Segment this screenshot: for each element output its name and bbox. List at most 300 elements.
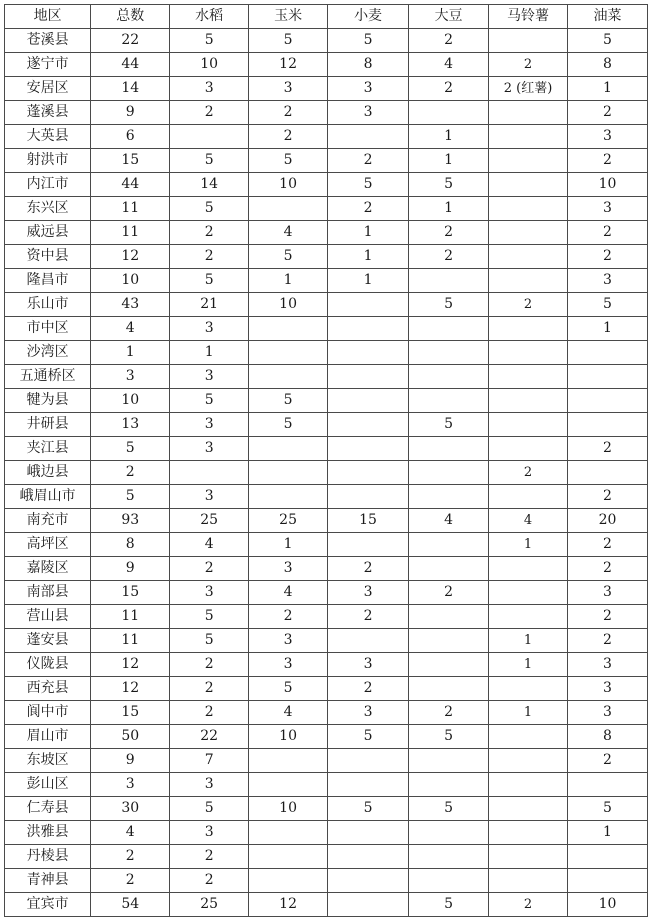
cell-rice: 14 — [170, 173, 249, 197]
cell-region: 洪雅县 — [5, 821, 91, 845]
table-row — [5, 533, 648, 557]
cell-soybean — [409, 341, 489, 365]
cell-wheat — [328, 317, 409, 341]
cell-soybean — [409, 629, 489, 653]
table-row — [5, 509, 648, 533]
table-row — [5, 797, 648, 821]
cell-wheat: 2 — [328, 557, 409, 581]
cell-corn — [249, 317, 328, 341]
cell-corn: 12 — [249, 893, 328, 917]
cell-wheat: 5 — [328, 725, 409, 749]
cell-potato — [489, 749, 568, 773]
cell-total: 50 — [91, 725, 170, 749]
table-row — [5, 845, 648, 869]
cell-region: 东坡区 — [5, 749, 91, 773]
cell-region: 安居区 — [5, 77, 91, 101]
cell-rice: 2 — [170, 845, 249, 869]
cell-rice: 2 — [170, 677, 249, 701]
table-row — [5, 413, 648, 437]
cell-rapeseed: 2 — [567, 437, 647, 461]
cell-region: 沙湾区 — [5, 341, 91, 365]
cell-region: 遂宁市 — [5, 53, 91, 77]
cell-wheat: 3 — [328, 701, 409, 725]
cell-wheat — [328, 485, 409, 509]
cell-soybean — [409, 365, 489, 389]
header-potato: 马铃薯 — [489, 5, 568, 29]
cell-wheat — [328, 893, 409, 917]
cell-corn: 5 — [249, 149, 328, 173]
cell-potato — [489, 125, 568, 149]
cell-soybean: 5 — [409, 893, 489, 917]
cell-corn: 10 — [249, 293, 328, 317]
table-row — [5, 749, 648, 773]
header-corn: 玉米 — [249, 5, 328, 29]
cell-rapeseed: 1 — [567, 77, 647, 101]
cell-rice: 5 — [170, 629, 249, 653]
cell-potato — [489, 29, 568, 53]
cell-region: 蓬溪县 — [5, 101, 91, 125]
cell-corn — [249, 749, 328, 773]
cell-total: 93 — [91, 509, 170, 533]
cell-potato — [489, 341, 568, 365]
cell-rice: 3 — [170, 821, 249, 845]
cell-rapeseed: 2 — [567, 605, 647, 629]
cell-potato: 2 (红薯) — [489, 77, 568, 101]
cell-potato — [489, 245, 568, 269]
table-row — [5, 245, 648, 269]
cell-soybean — [409, 677, 489, 701]
cell-region: 眉山市 — [5, 725, 91, 749]
cell-rapeseed — [567, 845, 647, 869]
cell-rice: 3 — [170, 413, 249, 437]
cell-corn: 10 — [249, 797, 328, 821]
cell-rapeseed: 3 — [567, 581, 647, 605]
cell-soybean: 4 — [409, 53, 489, 77]
cell-rapeseed: 8 — [567, 53, 647, 77]
cell-rice: 3 — [170, 773, 249, 797]
cell-wheat: 1 — [328, 269, 409, 293]
cell-soybean: 2 — [409, 29, 489, 53]
cell-rice: 2 — [170, 245, 249, 269]
cell-region: 峨眉山市 — [5, 485, 91, 509]
cell-potato — [489, 149, 568, 173]
cell-total: 1 — [91, 341, 170, 365]
cell-corn — [249, 341, 328, 365]
cell-rice: 3 — [170, 485, 249, 509]
cell-corn: 5 — [249, 245, 328, 269]
cell-rice — [170, 461, 249, 485]
cell-soybean: 1 — [409, 149, 489, 173]
cell-potato — [489, 437, 568, 461]
cell-corn: 2 — [249, 101, 328, 125]
cell-rice: 3 — [170, 77, 249, 101]
cell-total: 5 — [91, 437, 170, 461]
cell-corn: 4 — [249, 221, 328, 245]
cell-soybean — [409, 101, 489, 125]
cell-region: 东兴区 — [5, 197, 91, 221]
cell-wheat: 2 — [328, 149, 409, 173]
cell-total: 54 — [91, 893, 170, 917]
cell-soybean — [409, 269, 489, 293]
cell-soybean: 5 — [409, 797, 489, 821]
cell-wheat — [328, 437, 409, 461]
table-row — [5, 701, 648, 725]
cell-rapeseed: 2 — [567, 533, 647, 557]
cell-potato — [489, 845, 568, 869]
cell-soybean: 2 — [409, 221, 489, 245]
cell-total: 13 — [91, 413, 170, 437]
cell-rapeseed — [567, 773, 647, 797]
cell-potato — [489, 797, 568, 821]
cell-rice: 5 — [170, 797, 249, 821]
cell-rapeseed: 3 — [567, 125, 647, 149]
cell-region: 五通桥区 — [5, 365, 91, 389]
cell-wheat — [328, 461, 409, 485]
cell-soybean — [409, 845, 489, 869]
cell-rapeseed — [567, 413, 647, 437]
cell-region: 仁寿县 — [5, 797, 91, 821]
cell-corn — [249, 773, 328, 797]
cell-potato — [489, 389, 568, 413]
cell-rice: 10 — [170, 53, 249, 77]
cell-rapeseed: 3 — [567, 677, 647, 701]
table-row — [5, 821, 648, 845]
cell-total: 11 — [91, 197, 170, 221]
cell-wheat — [328, 341, 409, 365]
cell-total: 6 — [91, 125, 170, 149]
table-row — [5, 77, 648, 101]
cell-total: 2 — [91, 461, 170, 485]
cell-rapeseed: 1 — [567, 821, 647, 845]
cell-corn: 5 — [249, 677, 328, 701]
cell-rapeseed — [567, 461, 647, 485]
cell-corn: 1 — [249, 533, 328, 557]
cell-soybean: 1 — [409, 197, 489, 221]
cell-region: 市中区 — [5, 317, 91, 341]
cell-rice: 25 — [170, 893, 249, 917]
cell-rice: 2 — [170, 221, 249, 245]
cell-soybean: 5 — [409, 173, 489, 197]
table-header — [5, 5, 648, 29]
table-row — [5, 197, 648, 221]
cell-corn: 2 — [249, 605, 328, 629]
header-row — [5, 5, 648, 29]
cell-rice: 3 — [170, 365, 249, 389]
table-row — [5, 149, 648, 173]
cell-corn: 2 — [249, 125, 328, 149]
cell-region: 资中县 — [5, 245, 91, 269]
cell-rice: 22 — [170, 725, 249, 749]
cell-rice: 5 — [170, 29, 249, 53]
cell-total: 11 — [91, 629, 170, 653]
cell-rice: 4 — [170, 533, 249, 557]
cell-total: 9 — [91, 749, 170, 773]
table-row — [5, 869, 648, 893]
cell-potato: 2 — [489, 893, 568, 917]
cell-rice: 5 — [170, 149, 249, 173]
cell-total: 30 — [91, 797, 170, 821]
cell-wheat: 1 — [328, 245, 409, 269]
table-row — [5, 317, 648, 341]
cell-corn: 3 — [249, 77, 328, 101]
cell-wheat — [328, 821, 409, 845]
cell-potato — [489, 773, 568, 797]
cell-potato — [489, 221, 568, 245]
cell-potato — [489, 365, 568, 389]
cell-region: 犍为县 — [5, 389, 91, 413]
cell-potato — [489, 821, 568, 845]
cell-wheat: 3 — [328, 653, 409, 677]
cell-region: 夹江县 — [5, 437, 91, 461]
cell-potato — [489, 677, 568, 701]
cell-region: 峨边县 — [5, 461, 91, 485]
cell-rapeseed: 5 — [567, 29, 647, 53]
cell-soybean — [409, 533, 489, 557]
cell-total: 22 — [91, 29, 170, 53]
cell-total: 9 — [91, 557, 170, 581]
cell-region: 阆中市 — [5, 701, 91, 725]
cell-rapeseed: 2 — [567, 749, 647, 773]
cell-soybean — [409, 485, 489, 509]
cell-potato: 2 — [489, 461, 568, 485]
cell-wheat — [328, 773, 409, 797]
cell-wheat: 5 — [328, 797, 409, 821]
cell-potato — [489, 269, 568, 293]
cell-potato — [489, 581, 568, 605]
cell-wheat: 5 — [328, 29, 409, 53]
cell-corn — [249, 365, 328, 389]
table-row — [5, 173, 648, 197]
cell-total: 14 — [91, 77, 170, 101]
cell-corn: 3 — [249, 557, 328, 581]
cell-soybean — [409, 605, 489, 629]
cell-rice: 2 — [170, 101, 249, 125]
cell-corn — [249, 437, 328, 461]
cell-rapeseed: 2 — [567, 245, 647, 269]
table-row — [5, 365, 648, 389]
cell-region: 青神县 — [5, 869, 91, 893]
table-row — [5, 629, 648, 653]
table-row — [5, 293, 648, 317]
cell-potato — [489, 725, 568, 749]
cell-total: 10 — [91, 269, 170, 293]
cell-soybean: 2 — [409, 581, 489, 605]
cell-rice: 3 — [170, 437, 249, 461]
cell-rice — [170, 125, 249, 149]
header-soybean: 大豆 — [409, 5, 489, 29]
cell-potato — [489, 557, 568, 581]
table-row — [5, 341, 648, 365]
cell-rapeseed: 5 — [567, 797, 647, 821]
cell-soybean — [409, 317, 489, 341]
cell-potato — [489, 197, 568, 221]
cell-wheat: 3 — [328, 581, 409, 605]
cell-potato — [489, 413, 568, 437]
cell-rapeseed: 5 — [567, 293, 647, 317]
cell-total: 12 — [91, 245, 170, 269]
cell-region: 西充县 — [5, 677, 91, 701]
cell-potato: 2 — [489, 293, 568, 317]
cell-corn — [249, 869, 328, 893]
cell-region: 蓬安县 — [5, 629, 91, 653]
cell-region: 苍溪县 — [5, 29, 91, 53]
cell-wheat: 1 — [328, 221, 409, 245]
cell-corn — [249, 821, 328, 845]
cell-soybean — [409, 557, 489, 581]
table-row — [5, 653, 648, 677]
cell-total: 9 — [91, 101, 170, 125]
table-row — [5, 581, 648, 605]
cell-corn: 5 — [249, 389, 328, 413]
cell-total: 12 — [91, 677, 170, 701]
cell-corn: 12 — [249, 53, 328, 77]
cell-rice: 7 — [170, 749, 249, 773]
header-region: 地区 — [5, 5, 91, 29]
cell-total: 43 — [91, 293, 170, 317]
header-rice: 水稻 — [170, 5, 249, 29]
table-row — [5, 53, 648, 77]
cell-wheat: 8 — [328, 53, 409, 77]
cell-potato: 2 — [489, 53, 568, 77]
table-row — [5, 221, 648, 245]
cell-region: 内江市 — [5, 173, 91, 197]
cell-wheat — [328, 125, 409, 149]
cell-total: 4 — [91, 821, 170, 845]
cell-total: 12 — [91, 653, 170, 677]
cell-soybean — [409, 773, 489, 797]
cell-corn — [249, 197, 328, 221]
cell-soybean: 2 — [409, 701, 489, 725]
cell-region: 南部县 — [5, 581, 91, 605]
cell-rapeseed: 2 — [567, 149, 647, 173]
cell-region: 威远县 — [5, 221, 91, 245]
cell-region: 宜宾市 — [5, 893, 91, 917]
cell-soybean: 4 — [409, 509, 489, 533]
cell-rapeseed: 10 — [567, 893, 647, 917]
cell-wheat: 3 — [328, 101, 409, 125]
cell-soybean: 5 — [409, 293, 489, 317]
cell-soybean: 1 — [409, 125, 489, 149]
cell-corn: 4 — [249, 701, 328, 725]
cell-rapeseed: 3 — [567, 197, 647, 221]
cell-region: 隆昌市 — [5, 269, 91, 293]
crop-statistics-table — [4, 4, 648, 917]
table-row — [5, 485, 648, 509]
cell-total: 2 — [91, 869, 170, 893]
cell-total: 15 — [91, 701, 170, 725]
cell-wheat — [328, 533, 409, 557]
cell-wheat: 2 — [328, 197, 409, 221]
cell-rapeseed: 2 — [567, 557, 647, 581]
cell-total: 3 — [91, 773, 170, 797]
cell-soybean: 2 — [409, 245, 489, 269]
cell-region: 营山县 — [5, 605, 91, 629]
table-row — [5, 269, 648, 293]
cell-rapeseed: 3 — [567, 269, 647, 293]
cell-rapeseed: 3 — [567, 701, 647, 725]
cell-corn: 10 — [249, 725, 328, 749]
cell-total: 3 — [91, 365, 170, 389]
cell-rice: 3 — [170, 317, 249, 341]
cell-potato: 1 — [489, 533, 568, 557]
cell-rice: 5 — [170, 197, 249, 221]
cell-total: 5 — [91, 485, 170, 509]
cell-region: 南充市 — [5, 509, 91, 533]
cell-region: 射洪市 — [5, 149, 91, 173]
cell-rapeseed: 2 — [567, 101, 647, 125]
cell-wheat — [328, 869, 409, 893]
cell-potato — [489, 869, 568, 893]
cell-total: 8 — [91, 533, 170, 557]
cell-rapeseed — [567, 869, 647, 893]
cell-wheat: 15 — [328, 509, 409, 533]
cell-corn: 10 — [249, 173, 328, 197]
cell-rice: 2 — [170, 653, 249, 677]
header-total: 总数 — [91, 5, 170, 29]
cell-soybean — [409, 749, 489, 773]
cell-total: 2 — [91, 845, 170, 869]
table-row — [5, 893, 648, 917]
table-row — [5, 389, 648, 413]
table-row — [5, 605, 648, 629]
cell-wheat — [328, 389, 409, 413]
cell-potato — [489, 605, 568, 629]
cell-potato: 1 — [489, 701, 568, 725]
header-rapeseed: 油菜 — [567, 5, 647, 29]
cell-rice: 3 — [170, 581, 249, 605]
table-row — [5, 101, 648, 125]
cell-rice: 2 — [170, 869, 249, 893]
cell-wheat — [328, 629, 409, 653]
cell-soybean: 2 — [409, 77, 489, 101]
cell-rapeseed: 2 — [567, 221, 647, 245]
table-row — [5, 557, 648, 581]
table-row — [5, 125, 648, 149]
cell-potato: 4 — [489, 509, 568, 533]
cell-total: 11 — [91, 221, 170, 245]
cell-rice: 2 — [170, 701, 249, 725]
cell-soybean — [409, 437, 489, 461]
table-row — [5, 437, 648, 461]
cell-soybean: 5 — [409, 725, 489, 749]
cell-potato — [489, 317, 568, 341]
cell-potato — [489, 101, 568, 125]
cell-total: 15 — [91, 581, 170, 605]
cell-potato — [489, 173, 568, 197]
cell-corn: 5 — [249, 413, 328, 437]
cell-rapeseed: 2 — [567, 629, 647, 653]
cell-rapeseed: 1 — [567, 317, 647, 341]
cell-potato: 1 — [489, 653, 568, 677]
cell-region: 丹棱县 — [5, 845, 91, 869]
cell-rice: 5 — [170, 269, 249, 293]
cell-total: 10 — [91, 389, 170, 413]
cell-total: 11 — [91, 605, 170, 629]
cell-rapeseed: 8 — [567, 725, 647, 749]
cell-rapeseed: 2 — [567, 485, 647, 509]
cell-region: 乐山市 — [5, 293, 91, 317]
cell-wheat: 5 — [328, 173, 409, 197]
cell-potato: 1 — [489, 629, 568, 653]
cell-soybean — [409, 461, 489, 485]
cell-wheat — [328, 413, 409, 437]
table-row — [5, 461, 648, 485]
cell-rapeseed: 3 — [567, 653, 647, 677]
cell-region: 大英县 — [5, 125, 91, 149]
cell-total: 15 — [91, 149, 170, 173]
cell-rice: 5 — [170, 605, 249, 629]
cell-wheat — [328, 293, 409, 317]
